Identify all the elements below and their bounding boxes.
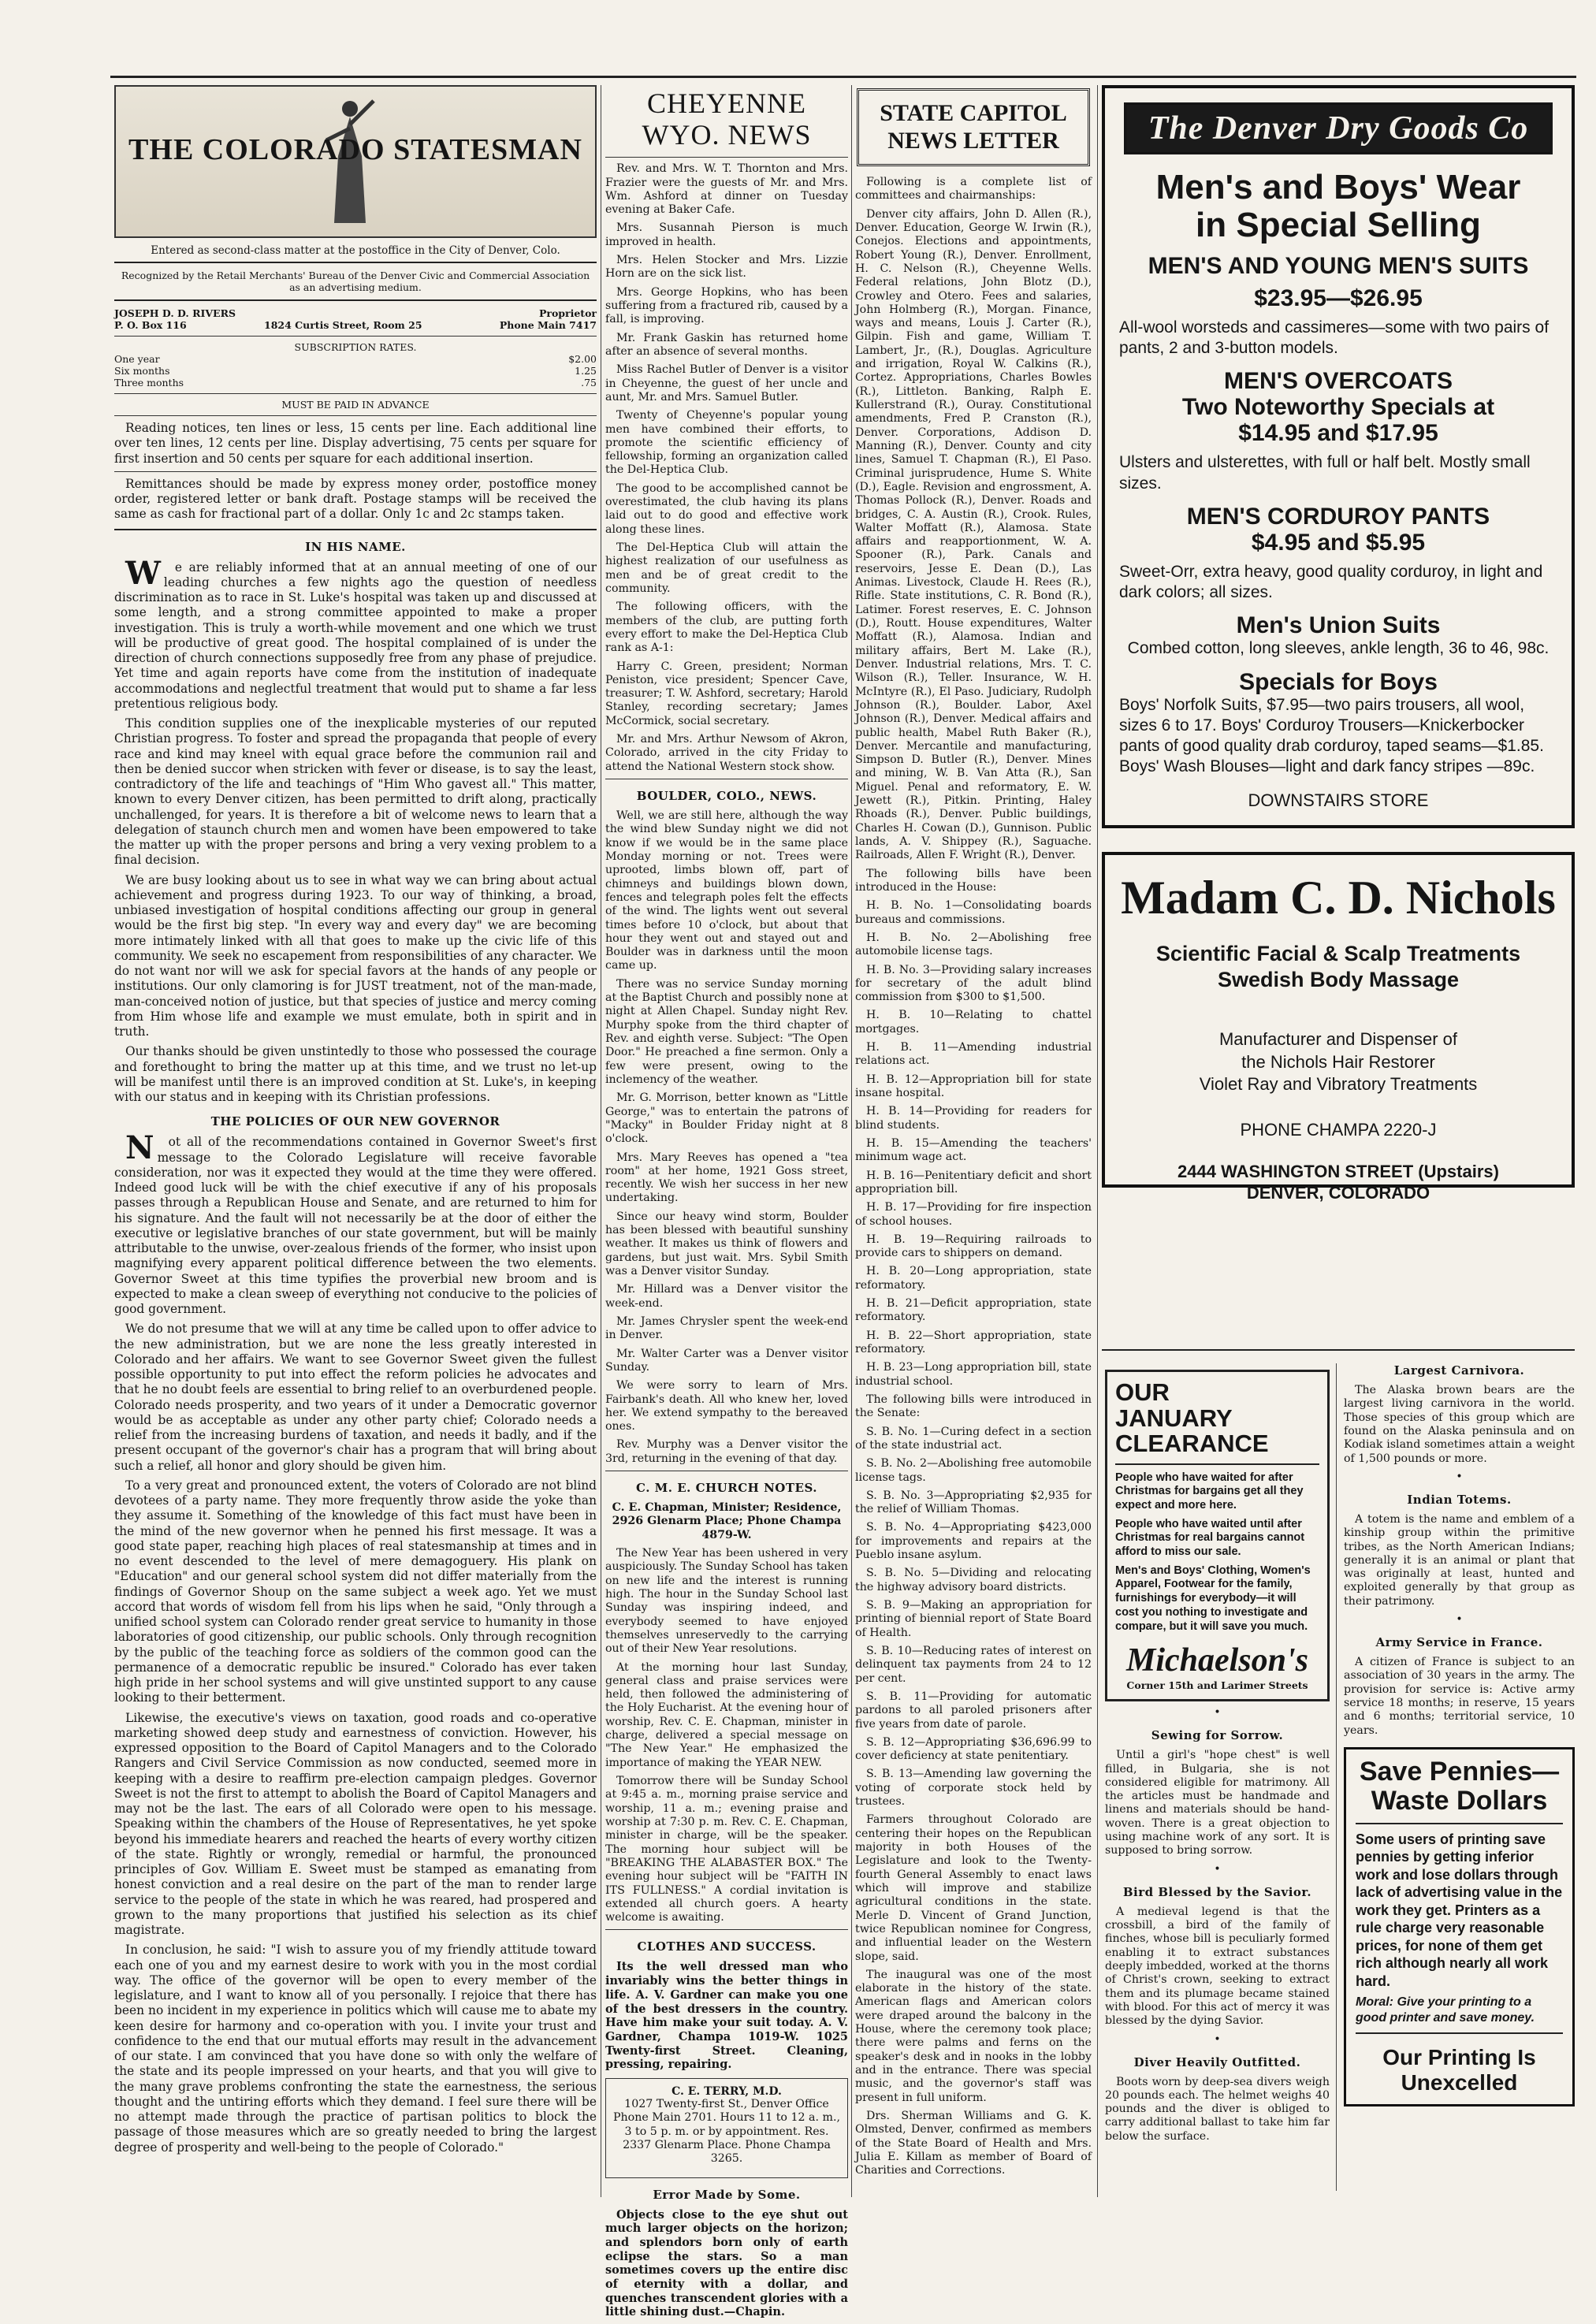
entered-notice: Entered as second-class matter at the postoffice in the City of Denver, Colo. — [114, 244, 597, 263]
nichols-sub: Swedish Body Massage — [1217, 968, 1460, 992]
news-item: Mr. Walter Carter was a Denver visitor Sunday. — [605, 1347, 848, 1374]
article-paragraph: Our thanks should be given unstintedly to those who possessed the courage and forethought to bring the matter up at this time, and we trust no let-up will be manifest until there is an improved condition at St. Luke's, in keeping with our status and in keeping with its Christian professions. — [114, 1044, 597, 1104]
news-item: The Del-Heptica Club will attain the highest realization of our usefulness as men and be of great credit to the community. — [605, 541, 848, 595]
capitol-item: The inaugural was one of the most elaborate in the history of the state. American flags and American colors were draped around the balcony in the House, where the ceremony took place; there were palms and ferns on the speaker's desk and in nooks in the lobby and in the entrance. There was special music, and the governor's staff was present in full uniform. — [855, 1968, 1092, 2104]
ddg-overcoats-desc: Ulsters and ulsterettes, with full or half belt. Mostly small sizes. — [1119, 453, 1531, 493]
news-item: The following officers, with the members of the club, are putting forth every effort to make the Del-Heptica Club rank as A-1: — [605, 601, 848, 655]
miscellany-column: Largest Carnivora. The Alaska brown bears are the largest living carnivora in the world. Those species of this group which are found on the Alaska peninsula and on Kodiak island sometimes attain a weight of 1,500 pounds or more. • Indian Totems. A totem is the name and emblem of a kinship group within the primitive tribes, as the North American Indians; generally it is an animal or plant that was originally at least, hunted and exploited generally by that group as their patrimony. • Army Service in France. A citizen of France is subject to an association of 30 years in the army. The provision for service is: Active army service 18 months; in reserve, 15 years and 6 months; territorial service, 10 years. Save Pennies— Waste Dollars Some users of printing save pennies by getting inferior work and lose dollars through lack of advertising value in the work they get. Printers as a rule charge very reasonable prices, for none of them get rich although nearly all work hard. Moral: Give your printing to a good printer and save money. Our Printing Is Unexcelled — [1344, 1363, 1575, 2106]
state-capitol-heading: STATE CAPITOL NEWS LETTER — [857, 88, 1090, 166]
sewing-text: Until a girl's "hope chest" is well filled, in Bulgaria, she is not considered eligible for matrimony. All the articles must be handmade and linens and materials should be hand-woven. There is a great objection to using machine work of any sort. It is supposed to bring sorrow. — [1105, 1749, 1330, 1857]
news-item: Mr. and Mrs. Arthur Newsom of Akron, Colorado, arrived in the city Friday to attend the National Western stock show. — [605, 733, 848, 773]
address-row — [114, 319, 597, 331]
boulder-heading: BOULDER, COLO., NEWS. — [636, 789, 817, 803]
ddg-union-title: Men's Union Suits — [1236, 612, 1441, 639]
capitol-item: S. B. No. 3—Appropriating $2,935 for the relief of William Thomas. — [855, 1489, 1092, 1516]
capitol-item: The following bills were introduced in the Senate: — [855, 1393, 1092, 1420]
news-item: Mr. Hillard was a Denver visitor the week-end. — [605, 1283, 848, 1310]
error-heading: Error Made by Some. — [653, 2187, 801, 2202]
capitol-item: H. B. 15—Amending the teachers' minimum wage act. — [855, 1136, 1092, 1164]
ddg-pants-title: MEN'S CORDUROY PANTS — [1186, 503, 1490, 530]
capitol-item: H. B. No. 2—Abolishing free automobile license tags. — [855, 931, 1092, 958]
totems-text: A totem is the name and emblem of a kinship group within the primitive tribes, as the North American Indians; generally it is an animal or plant that was originally at least, hunted and exploited generally by that group as their patrimony. — [1344, 1512, 1575, 1608]
proprietor-name: JOSEPH D. D. RIVERS — [114, 307, 236, 319]
news-item: Miss Rachel Butler of Denver is a visitor in Cheyenne, the guest of her uncle and aunt, Mr. and Mrs. Samuel Butler. — [605, 363, 848, 403]
ddg-boys-title: Specials for Boys — [1239, 668, 1438, 695]
article-paragraph: This condition supplies one of the inexplicable mysteries of our reputed Christian progress. To foster and spread the propaganda that people of every race and kind may kneel with equal grace before the communion rail and then be denied succor when stricken with fever or disease, is to say the least, contradictory of the life and teachings of "Him Who gavest all." This matter, known to every Denver citizen, has been permitted to drift along, practically unchallenged, for years. It is therefore a bit of welcome news to learn that a delegation of staunch church men and women have been empowered to take the matter up with the proper persons and bring a very vexing problem to a final decision. — [114, 716, 597, 868]
save-moral: Moral: Give your printing to a good printer and save money. — [1356, 1995, 1535, 2025]
denver-dry-goods-ad — [1102, 85, 1575, 828]
totems-heading: Indian Totems. — [1407, 1492, 1512, 1507]
cheyenne-heading: CHEYENNE WYO. NEWS — [642, 87, 812, 151]
terry-card — [605, 2078, 848, 2178]
masthead — [114, 85, 597, 238]
recognized-notice: Recognized by the Retail Merchants' Bureau of the Denver Civic and Commercial Association as an advertising medium. — [121, 270, 590, 293]
ddg-pants-desc: Sweet-Orr, extra heavy, good quality corduroy, in light and dark colors; all sizes. — [1119, 562, 1543, 602]
army-heading: Army Service in France. — [1375, 1635, 1543, 1650]
ddg-boys-desc: Boys' Wash Blouses—light and dark fancy stripes —89c. — [1119, 757, 1535, 776]
news-item: Rev. Murphy was a Denver visitor the 3rd, returning in the evening of that day. — [605, 1438, 848, 1465]
newspaper-title: THE COLORADO STATESMAN — [128, 133, 582, 166]
capitol-item: S. B. No. 1—Curing defect in a section of the state industrial act. — [855, 1425, 1092, 1452]
ddg-union-desc: Combed cotton, long sleeves, ankle length, 36 to 46, 98c. — [1127, 639, 1549, 658]
remittances-notice: Remittances should be made by express money order, postoffice money order, registered letter or bank draft. Postage stamps will be received the same as cash for fractional part of a dollar. Only 1c and 2c stamps taken. — [114, 476, 597, 522]
clearance-text: People who have waited for after Christmas for bargains get all they expect and more here. — [1115, 1471, 1304, 1512]
capitol-item: The following bills have been introduced in the House: — [855, 867, 1092, 894]
capitol-item: S. B. 11—Providing for automatic pardons to all paroled prisoners after five years from date of parole. — [855, 1690, 1092, 1731]
ddg-suits-desc: All-wool worsteds and cassimeres—some with two pairs of pants, 2 and 3-button models. — [1119, 318, 1549, 358]
po-box: P. O. Box 116 — [114, 319, 187, 331]
capitol-item: H. B. 16—Penitentiary deficit and short appropriation bill. — [855, 1169, 1092, 1195]
army-text: A citizen of France is subject to an association of 30 years in the army. The provision for service is: Active army service 18 months; in reserve, 15 years and 6 months; territorial service, 10 years. — [1344, 1656, 1575, 1737]
news-item: Mrs. Mary Reeves has opened a "tea room" at her home, 1921 Goss street, recently. We wish her success in her new undertaking. — [605, 1151, 848, 1205]
capitol-item: S. B. 12—Appropriating $36,696.99 to cover deficiency at state penitentiary. — [855, 1735, 1092, 1763]
ddg-suits-title: MEN'S AND YOUNG MEN'S SUITS — [1148, 252, 1529, 279]
rate-row: Six months 1.25 — [114, 365, 597, 377]
michaelsons-logo: Michaelson's — [1125, 1642, 1309, 1679]
capitol-item: H. B. 23—Long appropriation bill, state industrial school. — [855, 1361, 1092, 1388]
nichols-ad — [1102, 852, 1575, 1203]
capitol-item: H. B. 11—Amending industrial relations act. — [855, 1041, 1092, 1068]
column-rule — [1336, 1363, 1337, 2191]
ddg-boys-desc: Boys' Norfolk Suits, $7.95—two pairs trousers, all wool, sizes 6 to 17. Boys' Corduroy Trousers—Knickerbocker pants of good quality drab corduroy, taped seams—$1.85. — [1119, 695, 1544, 756]
news-item: Since our heavy wind storm, Boulder has been blessed with beautiful sunshiny weather. It makes us think of flowers and gardens, but just wait. Mrs. Sybil Smith was a Denver visitor Sunday. — [605, 1210, 848, 1277]
news-item: Mr. James Chrysler spent the week-end in Denver. — [605, 1314, 848, 1342]
clearance-text: People who have waited until after Christmas for real bargains cannot afford to miss our sale. — [1115, 1517, 1305, 1559]
article-paragraph: In conclusion, he said: "I wish to assure you of my friendly attitude toward each one of you and my earnest desire to work with you in the most cordial way. The office of the governor will be open to every member of the legislature, and I want to know all of you personally. I rejoice that there has been no incident in my experience in politics which will cause me to abate my keen desire for harmony and co-operation with you. I invite your trust and confidence to the end that our mutual efforts may result in the advancement of our state. I am convinced that you have done so with only the welfare of the state and its people impressed on your hearts, and that you will give to the many grave problems confronting the state the earnestness, the serious thought and the untiring efforts which they demand. I feel sure there will be no attempt made through the practice of partisan politics to block the passage of those measures which are so greatly needed to bring the largest degree of prosperity and well-being to the people of Colorado." — [114, 1943, 597, 2155]
capitol-item: H. B. No. 1—Consolidating boards bureaus and commissions. — [855, 899, 1092, 926]
news-item: Harry C. Green, president; Norman Peniston, vice president; Spencer Cave, treasurer; T. W. Ashford, secretary; Harold Stanley, recording secretary; James McCormick, social secretary. — [605, 660, 848, 727]
column-state-capitol — [855, 85, 1092, 2177]
capitol-item: S. B. 10—Reducing rates of interest on delinquent tax payments from 24 to 12 per cent. — [855, 1644, 1092, 1685]
error-text: Objects close to the eye shut out much larger objects on the horizon; and splendors born only of earth eclipse the stars. So a man sometimes covers up the entire disc of eternity with a dollar, and quenches transcendent glories with a little shining dust.—Chapin. — [605, 2207, 848, 2319]
january-clearance-ad: OUR JANUARY CLEARANCE People who have waited for after Christmas for bargains get all they expect and more here. People who have waited until after Christmas for real bargains cannot afford to miss our sale. Men's and Boys' Clothing, Women's Apparel, Footwear for the family, furnishings for everybody—it will cost you nothing to investigate and compare, but it will save you much. Michaelson's Corner 15th and Larimer Streets • Sewing for Sorrow. Until a girl's "hope chest" is well filled, in Bulgaria, she is not considered eligible for matrimony. All the articles must be handmade and linens and materials should be hand-woven. There is a great objection to using machine work of any sort. It is supposed to bring sorrow. • Bird Blessed by the Savior. A medieval legend is that the crossbill, a bird of the family of finches, whose bill is peculiarly formed enabling it to extract substances deeply imbedded, worked at the thorns of Christ's crown, seeking to extract them and its plumage became stained with blood. For this act of mercy it was blessed by the dying Savior. • Diver Heavily Outfitted. Boots worn by deep-sea divers weigh 20 pounds each. The helmet weighs 40 pounds and the diver is obliged to carry additional ballast to take him far below the surface. — [1105, 1363, 1330, 2148]
cheyenne-items — [605, 162, 848, 774]
terry-details: 1027 Twenty-first St., Denver Office Phone Main 2701. Hours 11 to 12 a. m., 3 to 5 p. m. or by appointment. Res. 2337 Glenarm Place. Phone Champa 3265. — [612, 2097, 841, 2166]
capitol-item: Following is a complete list of committees and chairmanships: — [855, 176, 1092, 203]
street-address: 1824 Curtis Street, Room 25 — [264, 319, 422, 331]
column-rule — [851, 85, 852, 2197]
clothes-ad: Its the well dressed man who invariably wins the better things in life. A. V. Gardner can make you one of the best dressers in the country. Have him make your suit today. A. V. Gardner, Champa 1019-W. 1025 Twenty-first Street. Cleaning, pressing, repairing. — [605, 1960, 848, 2072]
michaelsons-address: Corner 15th and Larimer Streets — [1126, 1679, 1308, 1692]
capitol-item: H. B. 10—Relating to chattel mortgages. — [855, 1009, 1092, 1036]
column-editorial — [114, 85, 597, 2160]
article-paragraph: We do not presume that we will at any time be called upon to offer advice to the new administration, but we are none the less greatly interested in Colorado and her affairs. We want to see Governor Sweet given the fullest possible opportunity to put into effect the reform policies he advocates and that he no doubt feels are essential to bring relief to an overburdened people. Colorado needs prosperity, and two years of it under a Democratic governor would be as acceptable as under any other party chief; Colorado needs a relief from the increasing burdens of taxation, and needs it badly, and if the present occupant of the governor's chair has a program that will bring about such a relief, all honor and glory should be given him. — [114, 1322, 597, 1473]
article-paragraph: We are busy looking about us to see in what way we can bring about actual achievement and progress during 1923. To our way of thinking, a broad, unbiased investigation of hospital conditions affecting our group in general would be the first big step. "In every way and every day" we are becoming more intimately linked with all that goes to make up the civic life of this community. We seek no escapement from responsibilities of any character. We do not want nor will we ask for special favors at the hands of any people or institutions. Our only clamoring is for JUST treatment, not of the man-made, man-conceived notion of justice, but that species of justice and mercy coming from Him whose life and example we must emulate, both in spirit and in truth. — [114, 872, 597, 1039]
bird-text: A medieval legend is that the crossbill, a bird of the family of finches, whose bill is peculiarly formed enabling it to extract substances deeply imbedded, worked at the thorns of Christ's crown, seeking to extract them and its plumage became stained with blood. For this act of mercy it was blessed by the dying Savior. — [1105, 1905, 1330, 2028]
advertising-rates: Reading notices, ten lines or less, 15 cents per line. Each additional line over ten lines, 12 cents per line. Display advertising, 75 cents per square for first insertion and 50 cents per square for each additional insertion. — [114, 421, 597, 466]
ddg-headline: Men's and Boys' Wear — [1155, 168, 1521, 206]
carnivora-heading: Largest Carnivora. — [1393, 1363, 1525, 1378]
state-capitol-items — [855, 176, 1092, 2178]
capitol-item: S. B. 13—Amending law governing the voting of corporate stock held by trustees. — [855, 1768, 1092, 1809]
nichols-phone: PHONE CHAMPA 2220-J — [1240, 1119, 1437, 1140]
rates-table — [114, 353, 597, 389]
article-paragraph: Not all of the recommendations contained in Governor Sweet's first message to the Colorado Legislature will receive favorable consideration, nor was it expected they would at the time they were offered. Indeed good luck will be with the chief executive if any of his proposals passes through a Republican House and Senate, and are returned to him for his signature. And the fault will not necessarily be at the door of either the executive or legislative branches of our state government, but will be mainly attributable to the unwise, over-zealous friends of the former, who insist upon magnifying every apparent political difference between the two elements. Governor Sweet at this time typifies the proverbial new broom and is expected to make a clean sweep of everything not conducive to the policies of good government. — [114, 1129, 597, 1316]
ddg-overcoats-title: MEN'S OVERCOATS — [1224, 368, 1453, 395]
bird-heading: Bird Blessed by the Savior. — [1122, 1884, 1312, 1899]
capitol-item: H. B. 12—Appropriation bill for state insane hospital. — [855, 1073, 1092, 1099]
capitol-item: H. B. 20—Long appropriation, state reformatory. — [855, 1265, 1092, 1292]
terry-name: C. E. TERRY, M.D. — [672, 2084, 782, 2098]
article-paragraph: Likewise, the executive's views on taxation, good roads and co-operative marketing showed deep study and earnestness of conviction. However, his expressed opposition to the Board of Capitol Managers and to the Colorado Rangers and Civil Service Commission as now conducted, seemed more in keeping with a desire to reaffirm pre-election campaign pledges. Governor Sweet is not the first to attempt to abolish the Board of Capitol Managers and may not be the last. The ears of all Colorado were open to his message. Speaking within the chambers of the House of Representatives, he yet spoke beyond his immediate hearers and reached the hearts of every worthy citizen of the state. Rightly or wrongly, remedial or harmful, the pronounced principles of Gov. William E. Sweet must be stamped as emanating from honest conviction and a real desire on the part of the man to render large service to the people of the state in which he was reared, had prospered and grown to the many proportions that justified his selection as its chief magistrate. — [114, 1710, 597, 1937]
ddg-overcoats-sub: Two Noteworthy Specials at — [1181, 394, 1495, 421]
save-pennies-ad — [1344, 1747, 1575, 2106]
cme-minister: C. E. Chapman, Minister; Residence, 2926 Glenarm Place; Phone Champa 4879-W. — [612, 1501, 842, 1541]
capitol-item: Farmers throughout Colorado are centering their hopes on the Republican majority in both Houses of the Legislature and look to the Twenty-fourth General Assembly to enact laws which will improve and stabilize agricultural conditions in the state. Merle D. Vincent of Grand Junction, twice Republican nominee for Congress, and influential leader on the Western slope, said. — [855, 1813, 1092, 1963]
diver-text: Boots worn by deep-sea divers weigh 20 pounds each. The helmet weighs 40 pounds and the diver is obliged to carry additional ballast to take him far below the surface. — [1105, 2075, 1330, 2143]
save-text: Some users of printing save pennies by getting inferior work and lose dollars through lack of advertising value in the work they get. Printers as a rule charge very reasonable prices, for none of them get rich although nearly all work hard. — [1356, 1831, 1563, 1989]
news-item: Tomorrow there will be Sunday School at 9:45 a. m., morning praise service and worship, 11 a. m.; evening praise and worship at 7:30 p. m. Rev. C. E. Chapman, minister in charge, will be the speaker. The morning hour subject will be "BREAKING THE ALABASTER BOX." The evening hour subject will be "FAITH IN ITS FULLNESS." A cordial invitation is extended all church goers. A hearty welcome is awaiting. — [605, 1775, 848, 1924]
news-item: Rev. and Mrs. W. T. Thornton and Mrs. Frazier were the guests of Mr. and Mrs. Wm. Ashford at dinner on Tuesday evening at Baker Cafe. — [605, 162, 848, 217]
capitol-item: H. B. 14—Providing for readers for blind students. — [855, 1105, 1092, 1132]
cme-heading: C. M. E. CHURCH NOTES. — [636, 1481, 817, 1496]
news-item: Mrs. George Hopkins, who has been suffering from a fractured rib, caused by a fall, is improving. — [605, 285, 848, 326]
headline-in-his-name: IN HIS NAME. — [305, 539, 406, 554]
column-rule — [1097, 85, 1098, 2197]
rate-row: Three months .75 — [114, 377, 597, 389]
capitol-item: H. B. 19—Requiring railroads to provide cars to shippers on demand. — [855, 1233, 1092, 1260]
capitol-item: S. B. No. 4—Appropriating $423,000 for improvements and repairs at the Pueblo insane asylum. — [855, 1521, 1092, 1562]
proprietor-row — [114, 307, 597, 319]
proprietor-label: Proprietor — [538, 307, 597, 319]
denver-dry-goods-logo: The Denver Dry Goods Co — [1124, 102, 1553, 154]
news-item: Well, we are still here, although the way the wind blew Sunday night we did not know if we would be in the same place Monday morning or not. Trees were uprooted, limbs blown off, part of chimneys and buildings blown down, fences and telegraph poles felt the effects of the wind. The lights went out several times before 10 o'clock, but about that hour they went out and stayed out and Boulder was in darkness until the moon came up. — [605, 809, 848, 972]
capitol-item: S. B. No. 5—Dividing and relocating the highway advisory board districts. — [855, 1567, 1092, 1593]
top-rule — [110, 76, 1576, 78]
capitol-item: S. B. 9—Making an appropriation for printing of biennial report of State Board of Health. — [855, 1599, 1092, 1639]
sewing-heading: Sewing for Sorrow. — [1151, 1728, 1284, 1743]
ddg-downstairs: DOWNSTAIRS STORE — [1248, 790, 1429, 810]
capitol-item: Denver city affairs, John D. Allen (R.), Denver. Education, George W. Irwin (R.), Conejos. Elections and appointments, Robert Young (R.), Denver. Enrollment, H. C. Nelson (R.), Cheyenne Wells. Federal relations, John Blotz (D.), Crowley and Otero. Fees and salaries, John Holmberg (R.), Morgan. Finance, ways and means, Louis J. Carter (R.), Gilpin. Fish and game, William T. Lambert, Jr., (R.), Douglas. Agriculture and irrigation, Royal W. Calkins (R.), Cortez. Appropriations, Charles Bowles (R.), Littleton. Banking, Ralph E. Kullerstrand (R.), Ouray. Constitutional amendments, Fred P. Cranston (R.), Denver. Corporations, Addison D. Manning (R.), Denver. County and city lines, Samuel T. Chapman (R.), El Paso. Criminal jurisprudence, Hume S. White (D.), Eagle. Revision and engrossment, A. Thomas Pollock (R.), Denver. Roads and bridges, C. A. Austin (R.), Crook. Rules, Walter Moffatt (R.), Alamosa. State affairs and reapportionment, W. A. Spooner (R.), Park. Canals and reservoirs, Jesse E. Dean (D.), Las Animas. Livestock, Claude H. Rees (R.), Rifle. State institutions, C. R. Bond (R.), Latimer. Forest reserves, E. C. Johnson (D.), Routt. House expenditures, Walter Moffatt (R.), Alamosa. Indian and military affairs, Bert M. Lake (R.), Denver. Industrial relations, Mrs. T. C. Wilson (R.), Teller. Insurance, W. H. McIntyre (R.), El Paso. Judiciary, Rudolph Johnson (R.), Boulder. Labor, Axel Johnson (R.), Denver. Medical affairs and public health, Mabel Ruth Baker (R.), Denver. Mercantile and manufacturing, Simpson D. Butler (R.), Denver. Mines and mining, W. B. Van Atta (R.), San Miguel. Penal and reformatory, E. W. Jewett (R.), Pitkin. Printing, Haley Rhoads (R.), Denver. Public buildings, Charles H. Cowan (D.), Gunnison. Public lands, A. V. Shippey (R.), Saguache. Railroads, Allen F. Wright (R.), Denver. — [855, 207, 1092, 862]
news-item: At the morning hour last Sunday, general class and praise services were held, then followed the administering of the Holy Eucharist. At the evening hour of worship, Rev. C. E. Chapman, minister in charge, delivered a special message on "The New Year." He emphasized the importance of making the YEAR NEW. — [605, 1660, 848, 1769]
nichols-title: Madam C. D. Nichols — [1121, 871, 1556, 924]
ddg-pants-price: $4.95 and $5.95 — [1251, 529, 1426, 556]
ddg-headline: in Special Selling — [1196, 206, 1481, 245]
save-title: Save Pennies— Waste Dollars — [1359, 1756, 1560, 1816]
news-item: Mrs. Susannah Pierson is much improved in health. — [605, 221, 848, 248]
news-item: Twenty of Cheyenne's popular young men have combined their efforts, to promote the scientific efficiency of fellowship, forming an organization called the Del-Heptica Club. — [605, 409, 848, 477]
article-paragraph: To a very great and pronounced extent, the voters of Colorado are not blind devotees of a party name. They more frequently throw aside the yoke than they assume it. Something of the knowledge of this fact must have been in the mind of the new governor when he penned his first message. It was a good state paper, reaching high places of real statesmanship at times and in no event descended to the level of mere demagoguery. His plank on "Education" and our general school system did not differ materially from the findings of Governor Shoup on the same subject a week ago. Yet we must accord that words of wisdom fell from his lips when he said, "Only through a unified school system can Colorado render great service to humanity in those laboratories of good citizenship, our public schools. Only through recognition by the public of the teaching force as soldiers of the common good can the permanence of a democratic republic be insured." Colorado has ever taken high pride in her school systems and will give unstinted support to any cause looking to their betterment. — [114, 1478, 597, 1705]
column-advertisements — [1102, 85, 1575, 1338]
news-item: The good to be accomplished cannot be overestimated, the club having its plans laid out to do good and effective work along these lines. — [605, 482, 848, 536]
news-item: Mr. G. Morrison, better known as "Little George," was to entertain the patrons of "Macky" in Boulder Friday night at 8 o'clock. — [605, 1091, 848, 1146]
diver-heading: Diver Heavily Outfitted. — [1133, 2054, 1301, 2069]
advance-notice: MUST BE PAID IN ADVANCE — [281, 399, 430, 411]
nichols-address: 2444 WASHINGTON STREET (Upstairs) DENVER, COLORADO — [1177, 1161, 1499, 1203]
ddg-suits-price: $23.95—$26.95 — [1254, 284, 1423, 311]
phone: Phone Main 7417 — [499, 319, 597, 331]
capitol-item: S. B. No. 2—Abolishing free automobile license tags. — [855, 1457, 1092, 1484]
clothes-heading: CLOTHES AND SUCCESS. — [637, 1939, 817, 1954]
ddg-overcoats-price: $14.95 and $17.95 — [1238, 420, 1438, 447]
news-item: There was no service Sunday morning at the Baptist Church and possibly none at night at Allen Chapel. Sunday night Rev. Murphy spoke from the third chapter of Rev. and eighth verse. Subject: "The Open Door." He preached a fine sermon. Only a few were present, owing to the inclemency of the weather. — [605, 977, 848, 1086]
clearance-text: Men's and Boys' Clothing, Women's Apparel, Footwear for the family, furnishings for everybody—it will cost you nothing to investigate and compare, but it will save you much. — [1115, 1564, 1311, 1633]
nichols-sub: Scientific Facial & Scalp Treatments — [1155, 941, 1521, 965]
capitol-item: H. B. 17—Providing for fire inspection of school houses. — [855, 1201, 1092, 1228]
capitol-item: H. B. 21—Deficit appropriation, state reformatory. — [855, 1297, 1092, 1324]
save-footer: Our Printing Is Unexcelled — [1382, 2045, 1536, 2095]
capitol-item: H. B. No. 3—Providing salary increases for secretary of the adult blind commission from $300 to $1,500. — [855, 963, 1092, 1004]
news-item: We were sorry to learn of Mrs. Fairbank's death. All who knew her, loved her. We extend sympathy to the bereaved ones. — [605, 1379, 848, 1433]
article-paragraph: We are reliably informed that at an annual meeting of one of our leading churches a few nights ago the question of needless discrimination as to race in St. Luke's hospital was taken up and discussed at some length, and a strong committee appointed to make a proper investigation. This is truly a worth-while movement and one which we trust will be productive of great good. The hospital complained of is under the direction of church connections supposedly free from any phase of prejudice. Yet time and again reports have come from the institution of inadequate accommodations and neglectful treatment that would put to shame a far less pretentious religious body. — [114, 554, 597, 711]
column-local-news — [605, 85, 848, 2324]
news-item: Mr. Frank Gaskin has returned home after an absence of several months. — [605, 331, 848, 358]
nichols-services: Manufacturer and Dispenser of the Nichols Hair Restorer Violet Ray and Vibratory Treatments — [1199, 1029, 1478, 1095]
headline-new-governor: THE POLICIES OF OUR NEW GOVERNOR — [210, 1114, 500, 1129]
subscription-title: SUBSCRIPTION RATES. — [294, 341, 417, 353]
rate-row: One year $2.00 — [114, 353, 597, 365]
capitol-item: Drs. Sherman Williams and G. K. Olmsted, Denver, confirmed as members of the State Board of Health and Mrs. Julia E. Killam as member of Board of Charities and Corrections. — [855, 2109, 1092, 2177]
section-rule — [1102, 1349, 1575, 1351]
news-item: The New Year has been ushered in very auspiciously. The Sunday School has taken on new life and the interest is running high. The hour in the Sunday School last Sunday was inspiring indeed, and everybody seemed to have enjoyed themselves unreservedly to the carrying out of their New Year resolutions. — [605, 1547, 848, 1656]
clearance-title: OUR JANUARY CLEARANCE — [1115, 1378, 1269, 1458]
news-item: Mrs. Helen Stocker and Mrs. Lizzie Horn are on the sick list. — [605, 254, 848, 281]
carnivora-text: The Alaska brown bears are the largest living carnivora in the world. Those species of this group which are found on the Alaska peninsula and on Kodiak island sometimes attain a weight of 1,500 pounds or more. — [1344, 1384, 1575, 1465]
capitol-item: H. B. 22—Short appropriation, state reformatory. — [855, 1329, 1092, 1355]
